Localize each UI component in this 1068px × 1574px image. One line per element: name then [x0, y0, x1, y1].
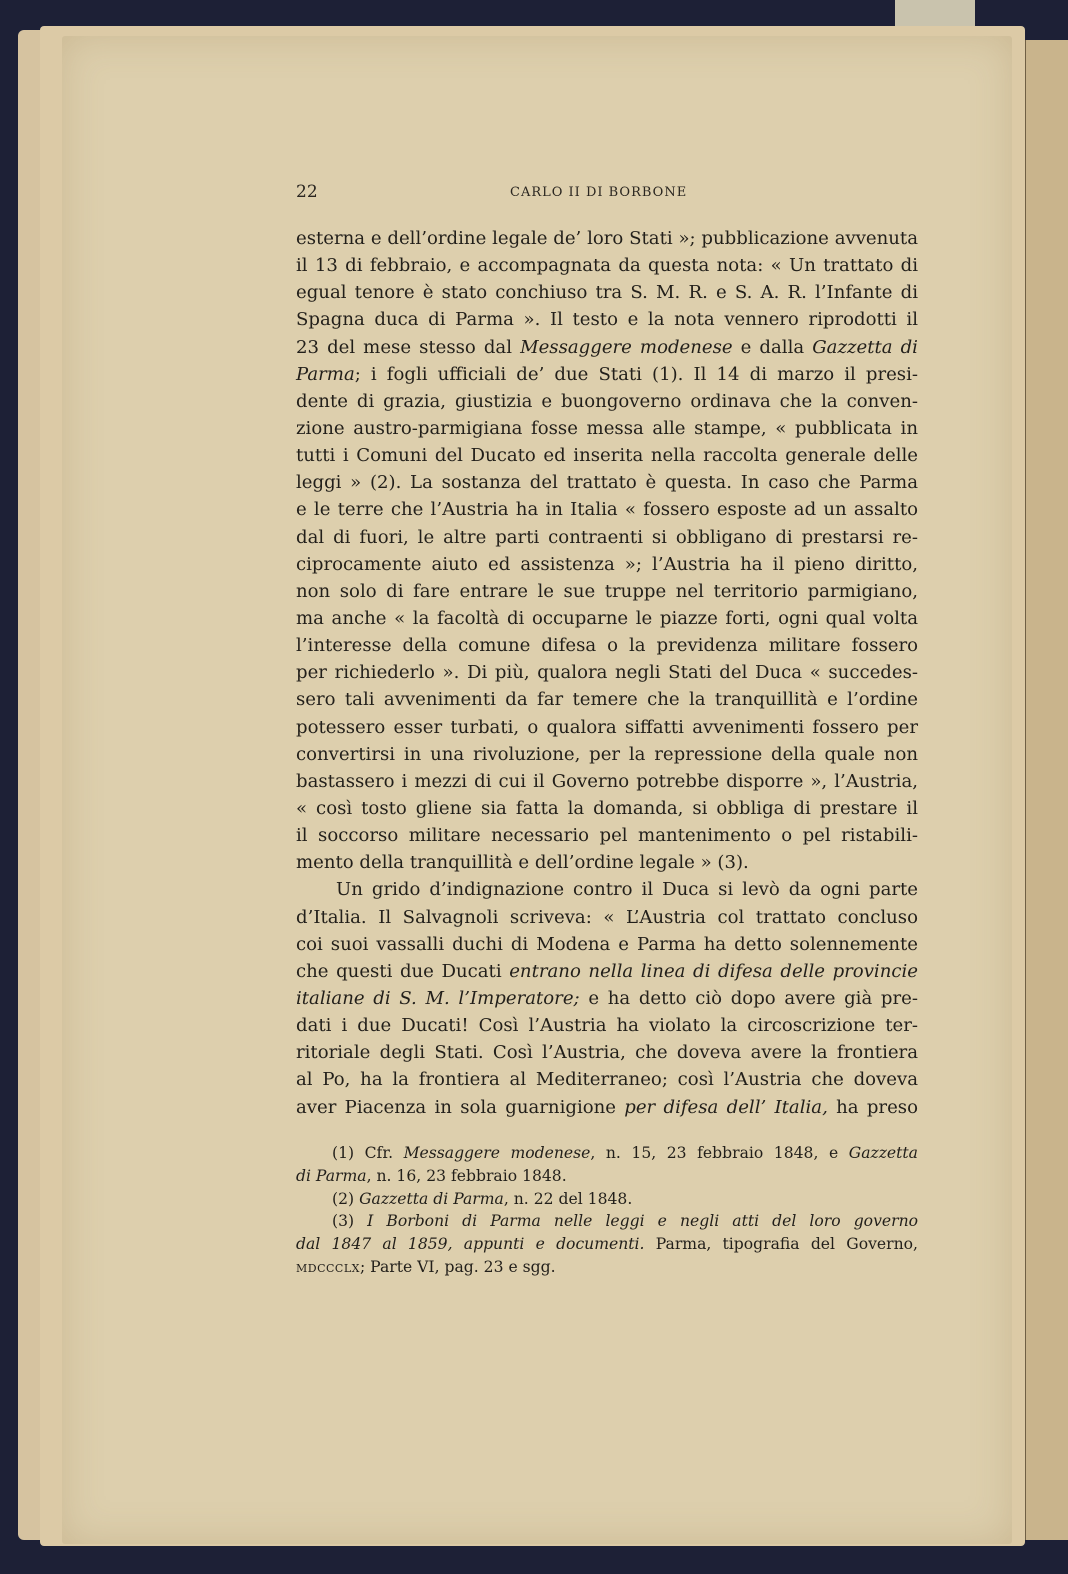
text-line: 23 del mese stesso dal Messaggere modenese e dalla Gazzetta di [296, 336, 918, 358]
text-line: mento della tranquillità e dell’ordine legale » (3). [296, 852, 749, 874]
text-line: potessero esser turbati, o qualora siffatti avvenimenti fossero per [296, 716, 918, 738]
page-number: 22 [296, 182, 318, 202]
text-line: zione austro-parmigiana fosse messa alle stampe, « pubblicata in [296, 417, 918, 439]
text-line: tutti i Comuni del Ducato ed inserita nella raccolta generale delle [296, 445, 918, 467]
text-line: d’Italia. Il Salvagnoli scriveva: « L’Austria col trattato concluso [296, 906, 918, 928]
text-line: non solo di fare entrare le sue truppe nel territorio parmigiano, [296, 580, 918, 602]
italic-quote: italiane di S. M. l’Imperatore; [296, 987, 580, 1009]
text-line: convertirsi in una rivoluzione, per la repressione della quale non [296, 743, 918, 765]
text-line: dati i due Ducati! Così l’Austria ha violato la circoscrizione ter- [296, 1015, 918, 1037]
text-line: dal di fuori, le altre parti contraenti si obbligano di prestarsi re- [296, 526, 918, 548]
italic-quote: entrano nella linea di difesa delle provincie [509, 960, 918, 982]
footnote-3-cont: mdccclx; Parte VI, pag. 23 e sgg. [296, 1257, 556, 1276]
text-line: Un grido d’indignazione contro il Duca si levò da ogni parte [336, 879, 918, 901]
text-line: ma anche « la facoltà di occuparne le piazze forti, ogni qual volta [296, 607, 918, 629]
text-line: sero tali avvenimenti da far temere che la tranquillità e l’ordine [296, 689, 918, 711]
text-line: e le terre che l’Austria ha in Italia « fossero esposte ad un assalto [296, 499, 918, 521]
text-line: dente di grazia, giustizia e buongoverno ordinava che la conven- [296, 390, 918, 412]
text-line: per richiederlo ». Di più, qualora negli Stati del Duca « succedes- [296, 662, 918, 684]
italic-title: Gazzetta di [812, 336, 918, 358]
text-line: coi suoi vassalli duchi di Modena e Parma ha detto solennemente [296, 933, 918, 955]
text-line: al Po, ha la frontiera al Mediterraneo; così l’Austria che doveva [296, 1069, 918, 1091]
text-line: italiane di S. M. l’Imperatore; e ha detto ciò dopo avere già pre- [296, 987, 918, 1009]
text-line: leggi » (2). La sostanza del trattato è questa. In caso che Parma [296, 472, 918, 494]
text-line: Parma; i fogli ufficiali de’ due Stati (1). Il 14 di marzo il presi- [296, 363, 918, 385]
text-line: che questi due Ducati entrano nella linea di difesa delle provincie [296, 960, 918, 982]
running-header [296, 182, 916, 204]
text-line: aver Piacenza in sola guarnigione per difesa dell’ Italia, ha preso [296, 1096, 918, 1118]
text-line: l’interesse della comune difesa o la previdenza militare fossero [296, 635, 918, 657]
text-line: bastassero i mezzi di cui il Governo potrebbe disporre », l’Austria, [296, 770, 918, 792]
text-line: ciprocamente aiuto ed assistenza »; l’Austria ha il pieno diritto, [296, 553, 918, 575]
text-line: egual tenore è stato conchiuso tra S. M. R. e S. A. R. l’Infante di [296, 282, 918, 304]
footnote-1: (1) Cfr. Messaggere modenese, n. 15, 23 febbraio 1848, e Gazzetta [332, 1144, 918, 1162]
footnote-2: (2) Gazzetta di Parma, n. 22 del 1848. [332, 1189, 633, 1208]
text-line: « così tosto gliene sia fatta la domanda, si obbliga di prestare il [296, 797, 918, 819]
text-line: Spagna duca di Parma ». Il testo e la nota vennero riprodotti il [296, 309, 918, 331]
italic-quote: per difesa dell’ Italia, [624, 1096, 828, 1118]
text-line: il 13 di febbraio, e accompagnata da questa nota: « Un trattato di [296, 255, 918, 277]
body-text [296, 225, 918, 1121]
text-line: esterna e dell’ordine legale de’ loro Stati »; pubblicazione avvenuta [296, 228, 918, 249]
italic-title: Messaggere modenese [520, 336, 733, 358]
text-line: il soccorso militare necessario pel mantenimento o pel ristabili- [296, 825, 918, 847]
footnote-1-cont: di Parma, n. 16, 23 febbraio 1848. [296, 1166, 567, 1185]
italic-title: Parma [296, 363, 355, 385]
running-title: CARLO II DI BORBONE [510, 185, 688, 200]
footnotes [296, 1142, 918, 1279]
footnote-3: (3) I Borboni di Parma nelle leggi e negli atti del loro governo [332, 1212, 918, 1231]
footnote-3-cont: dal 1847 al 1859, appunti e documenti. Parma, tipografia del Governo, [296, 1235, 918, 1254]
text-line: ritoriale degli Stati. Così l’Austria, che doveva avere la frontiera [296, 1042, 918, 1064]
